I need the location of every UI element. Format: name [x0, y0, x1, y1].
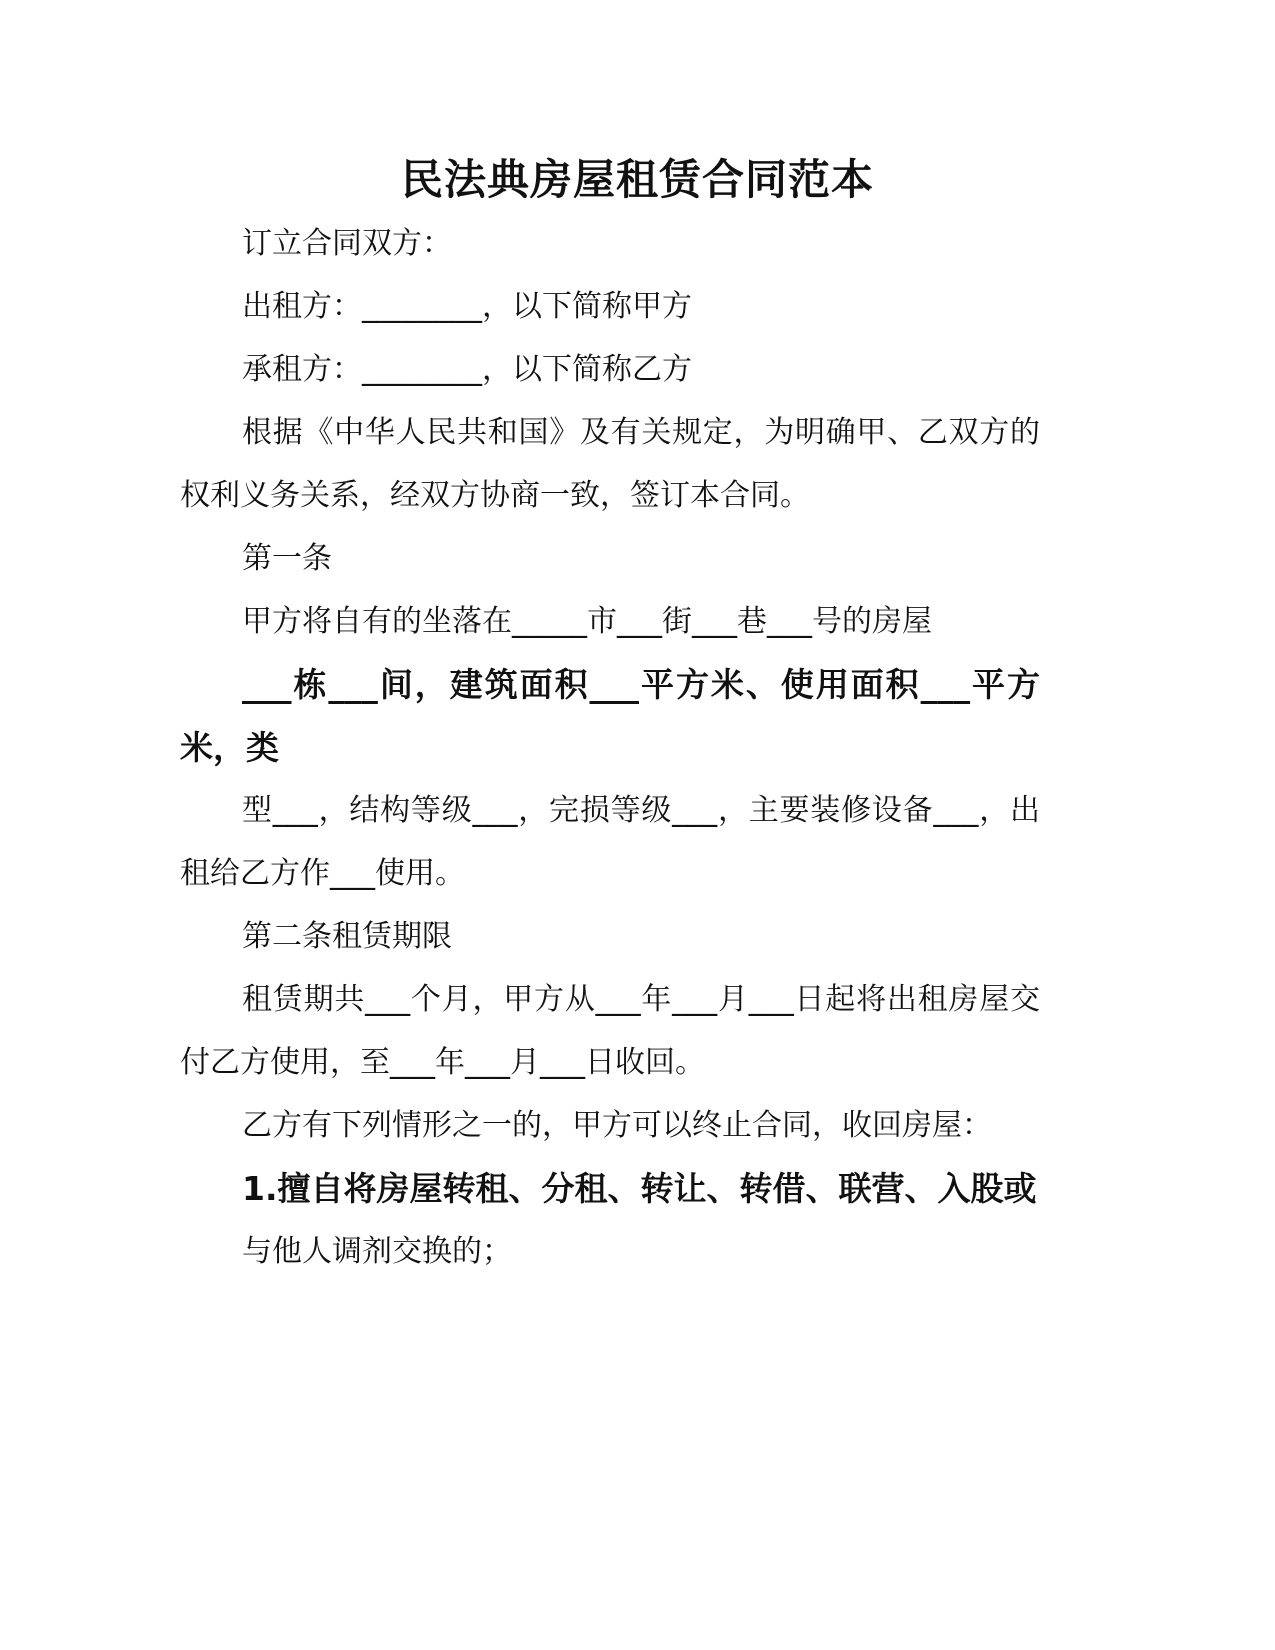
paragraph-termination-item-1-cont: 与他人调剂交换的；	[242, 1234, 512, 1269]
paragraph-preamble: 根据《中华人民共和国》及有关规定，为明确甲、乙双方的权利义务关系，经双方协商一致，签订本合同。	[180, 415, 1040, 513]
document-title: 民法典房屋租赁合同范本	[400, 155, 874, 204]
document-body	[180, 212, 1040, 1283]
paragraph-property-area: ___栋___间，建筑面积___平方米、使用面积___平方米，类	[180, 665, 1040, 767]
paragraph-article-1-heading: 第一条	[242, 541, 332, 576]
paragraph-lessor: 出租方：________，以下简称甲方	[242, 289, 692, 324]
paragraph-parties-heading: 订立合同双方：	[242, 226, 452, 261]
paragraph-property-type: 型___，结构等级___，完损等级___，主要装修设备___，出租给乙方作___使用。	[180, 793, 1040, 891]
paragraph-property-location: 甲方将自有的坐落在_____市___街___巷___号的房屋	[242, 604, 932, 639]
paragraph-article-2-heading: 第二条租赁期限	[242, 919, 452, 954]
paragraph-termination-item-1: 1.擅自将房屋转租、分租、转让、转借、联营、入股或	[242, 1169, 1037, 1208]
paragraph-lessee: 承租方：________，以下简称乙方	[242, 352, 692, 387]
paragraph-lease-term: 租赁期共___个月，甲方从___年___月___日起将出租房屋交付乙方使用，至___年___月___日收回。	[180, 982, 1040, 1080]
paragraph-termination-intro: 乙方有下列情形之一的，甲方可以终止合同，收回房屋：	[242, 1108, 992, 1143]
